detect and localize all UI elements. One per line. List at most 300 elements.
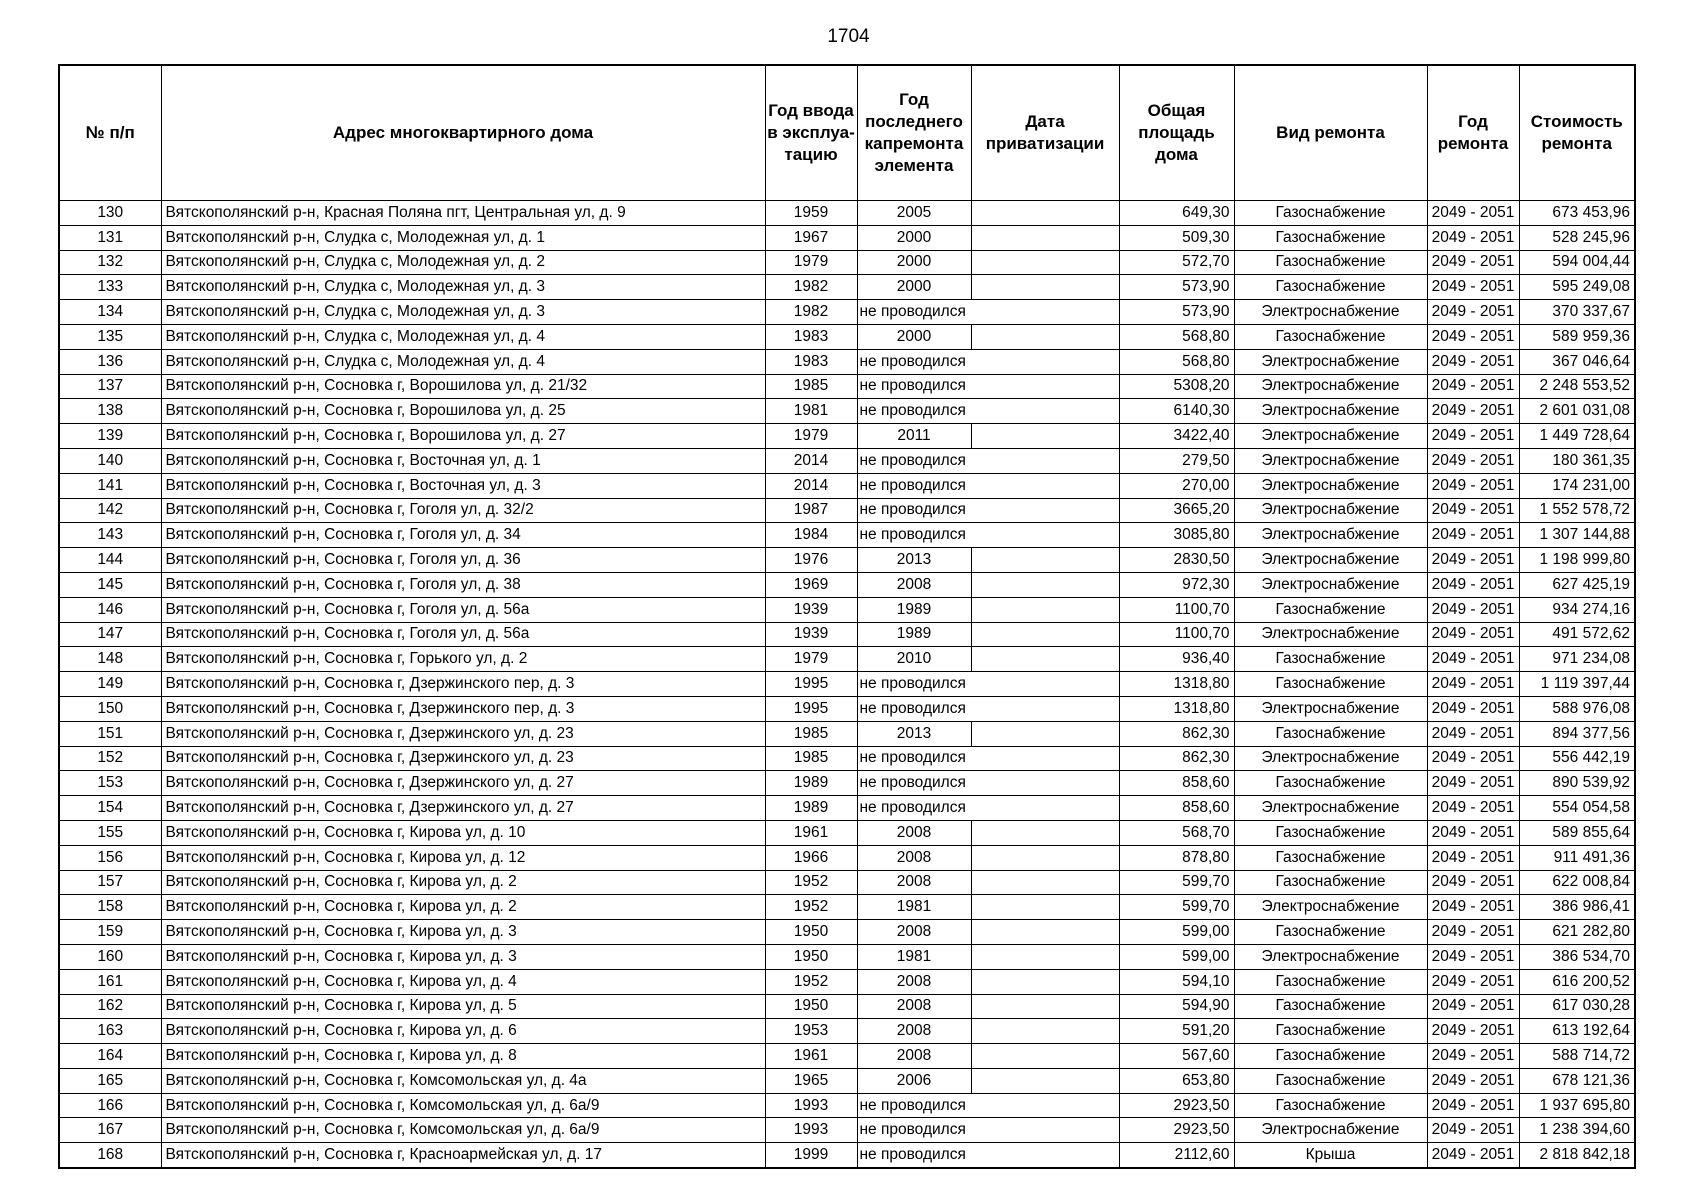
cell-repair-type: Электроснабжение: [1234, 349, 1427, 374]
cell-num: 154: [59, 796, 161, 821]
cell-num: 143: [59, 523, 161, 548]
cell-area: 1100,70: [1119, 622, 1234, 647]
cell-address: Вятскополянский р-н, Сосновка г, Гоголя ул, д. 56а: [161, 597, 765, 622]
cell-num: 164: [59, 1044, 161, 1069]
cell-cost: 2 601 031,08: [1519, 399, 1635, 424]
table-row: [59, 920, 1635, 945]
cell-cost: 1 119 397,44: [1519, 672, 1635, 697]
cell-last-repair: 2008: [857, 845, 971, 870]
cell-privatization: [971, 895, 1119, 920]
cell-cost: 1 449 728,64: [1519, 424, 1635, 449]
cell-last-repair: не проводился: [857, 746, 971, 771]
cell-address: Вятскополянский р-н, Сосновка г, Дзержинского пер, д. 3: [161, 672, 765, 697]
cell-repair-type: Газоснабжение: [1234, 920, 1427, 945]
cell-cost: 2 818 842,18: [1519, 1143, 1635, 1168]
cell-cost: 621 282,80: [1519, 920, 1635, 945]
cell-repair-year: 2049 - 2051: [1427, 870, 1519, 895]
cell-last-repair: не проводился: [857, 399, 971, 424]
cell-address: Вятскополянский р-н, Сосновка г, Гоголя ул, д. 56а: [161, 622, 765, 647]
cell-year-built: 1967: [765, 225, 857, 250]
cell-repair-type: Газоснабжение: [1234, 820, 1427, 845]
cell-privatization: [971, 1093, 1119, 1118]
cell-last-repair: не проводился: [857, 300, 971, 325]
cell-num: 166: [59, 1093, 161, 1118]
cell-num: 130: [59, 201, 161, 226]
cell-last-repair: не проводился: [857, 696, 971, 721]
cell-year-built: 1981: [765, 399, 857, 424]
table-row: [59, 845, 1635, 870]
cell-num: 160: [59, 944, 161, 969]
cell-privatization: [971, 944, 1119, 969]
cell-repair-year: 2049 - 2051: [1427, 845, 1519, 870]
cell-repair-type: Электроснабжение: [1234, 796, 1427, 821]
cell-privatization: [971, 696, 1119, 721]
cell-repair-type: Электроснабжение: [1234, 746, 1427, 771]
cell-cost: 594 004,44: [1519, 250, 1635, 275]
cell-repair-type: Газоснабжение: [1234, 225, 1427, 250]
cell-year-built: 1979: [765, 647, 857, 672]
cell-last-repair: не проводился: [857, 473, 971, 498]
cell-last-repair: 2008: [857, 1019, 971, 1044]
cell-repair-year: 2049 - 2051: [1427, 225, 1519, 250]
cell-repair-year: 2049 - 2051: [1427, 250, 1519, 275]
table-row: [59, 275, 1635, 300]
cell-address: Вятскополянский р-н, Сосновка г, Горького ул, д. 2: [161, 647, 765, 672]
cell-address: Вятскополянский р-н, Сосновка г, Кирова ул, д. 10: [161, 820, 765, 845]
cell-last-repair: не проводился: [857, 1093, 971, 1118]
cell-address: Вятскополянский р-н, Сосновка г, Ворошилова ул, д. 21/32: [161, 374, 765, 399]
cell-year-built: 1952: [765, 870, 857, 895]
cell-year-built: 1950: [765, 944, 857, 969]
cell-area: 1318,80: [1119, 696, 1234, 721]
table-row: [59, 820, 1635, 845]
cell-num: 168: [59, 1143, 161, 1168]
cell-repair-year: 2049 - 2051: [1427, 1118, 1519, 1143]
table-row: [59, 1019, 1635, 1044]
cell-privatization: [971, 498, 1119, 523]
cell-privatization: [971, 399, 1119, 424]
cell-last-repair: 1989: [857, 622, 971, 647]
table-row: [59, 672, 1635, 697]
cell-address: Вятскополянский р-н, Сосновка г, Кирова ул, д. 4: [161, 969, 765, 994]
cell-privatization: [971, 1143, 1119, 1168]
cell-num: 144: [59, 548, 161, 573]
cell-year-built: 2014: [765, 473, 857, 498]
table-row: [59, 1143, 1635, 1168]
cell-last-repair: 2008: [857, 969, 971, 994]
cell-address: Вятскополянский р-н, Слудка с, Молодежная ул, д. 4: [161, 349, 765, 374]
cell-repair-type: Газоснабжение: [1234, 845, 1427, 870]
cell-address: Вятскополянский р-н, Сосновка г, Дзержинского ул, д. 27: [161, 796, 765, 821]
cell-last-repair: не проводился: [857, 498, 971, 523]
cell-address: Вятскополянский р-н, Сосновка г, Дзержинского ул, д. 27: [161, 771, 765, 796]
cell-last-repair: не проводился: [857, 523, 971, 548]
cell-num: 155: [59, 820, 161, 845]
cell-last-repair: не проводился: [857, 672, 971, 697]
cell-repair-year: 2049 - 2051: [1427, 523, 1519, 548]
table-row: [59, 300, 1635, 325]
cell-repair-type: Газоснабжение: [1234, 870, 1427, 895]
header-last-repair: Год последнего капремонта элемента: [857, 65, 971, 201]
cell-repair-year: 2049 - 2051: [1427, 721, 1519, 746]
cell-cost: 1 552 578,72: [1519, 498, 1635, 523]
cell-area: 3422,40: [1119, 424, 1234, 449]
cell-repair-year: 2049 - 2051: [1427, 696, 1519, 721]
cell-num: 138: [59, 399, 161, 424]
cell-privatization: [971, 994, 1119, 1019]
cell-area: 599,70: [1119, 895, 1234, 920]
table-row: [59, 994, 1635, 1019]
cell-last-repair: 2008: [857, 572, 971, 597]
cell-last-repair: 1981: [857, 895, 971, 920]
cell-repair-year: 2049 - 2051: [1427, 548, 1519, 573]
cell-year-built: 2014: [765, 448, 857, 473]
cell-year-built: 1995: [765, 696, 857, 721]
table-body: [59, 201, 1635, 1169]
table-row: [59, 1093, 1635, 1118]
header-address: Адрес многоквартирного дома: [161, 65, 765, 201]
cell-repair-type: Газоснабжение: [1234, 672, 1427, 697]
cell-year-built: 1961: [765, 820, 857, 845]
cell-repair-year: 2049 - 2051: [1427, 1143, 1519, 1168]
cell-area: 594,10: [1119, 969, 1234, 994]
cell-cost: 386 534,70: [1519, 944, 1635, 969]
cell-repair-year: 2049 - 2051: [1427, 1044, 1519, 1069]
cell-last-repair: не проводился: [857, 448, 971, 473]
cell-year-built: 1976: [765, 548, 857, 573]
cell-num: 140: [59, 448, 161, 473]
header-num: № п/п: [59, 65, 161, 201]
cell-num: 145: [59, 572, 161, 597]
cell-year-built: 1985: [765, 721, 857, 746]
cell-address: Вятскополянский р-н, Сосновка г, Восточная ул, д. 3: [161, 473, 765, 498]
cell-repair-year: 2049 - 2051: [1427, 275, 1519, 300]
cell-privatization: [971, 721, 1119, 746]
cell-address: Вятскополянский р-н, Слудка с, Молодежная ул, д. 4: [161, 324, 765, 349]
cell-privatization: [971, 969, 1119, 994]
cell-year-built: 1950: [765, 994, 857, 1019]
cell-last-repair: 2000: [857, 275, 971, 300]
cell-area: 573,90: [1119, 300, 1234, 325]
cell-repair-year: 2049 - 2051: [1427, 944, 1519, 969]
cell-area: 279,50: [1119, 448, 1234, 473]
table-row: [59, 448, 1635, 473]
cell-repair-year: 2049 - 2051: [1427, 895, 1519, 920]
cell-area: 599,70: [1119, 870, 1234, 895]
cell-num: 150: [59, 696, 161, 721]
cell-repair-year: 2049 - 2051: [1427, 969, 1519, 994]
cell-cost: 1 238 394,60: [1519, 1118, 1635, 1143]
cell-address: Вятскополянский р-н, Сосновка г, Красноармейская ул, д. 17: [161, 1143, 765, 1168]
cell-repair-type: Крыша: [1234, 1143, 1427, 1168]
cell-repair-type: Газоснабжение: [1234, 250, 1427, 275]
cell-last-repair: 2000: [857, 225, 971, 250]
header-cost: Стоимость ремонта: [1519, 65, 1635, 201]
cell-area: 862,30: [1119, 721, 1234, 746]
table-row: [59, 473, 1635, 498]
table-row: [59, 324, 1635, 349]
cell-repair-type: Электроснабжение: [1234, 374, 1427, 399]
cell-area: 568,80: [1119, 324, 1234, 349]
cell-repair-type: Электроснабжение: [1234, 300, 1427, 325]
cell-num: 165: [59, 1068, 161, 1093]
cell-area: 3665,20: [1119, 498, 1234, 523]
cell-privatization: [971, 1019, 1119, 1044]
cell-area: 568,80: [1119, 349, 1234, 374]
cell-area: 2923,50: [1119, 1118, 1234, 1143]
cell-cost: 554 054,58: [1519, 796, 1635, 821]
cell-year-built: 1939: [765, 597, 857, 622]
table-row: [59, 498, 1635, 523]
cell-cost: 622 008,84: [1519, 870, 1635, 895]
cell-privatization: [971, 1044, 1119, 1069]
cell-privatization: [971, 771, 1119, 796]
cell-privatization: [971, 672, 1119, 697]
table-row: [59, 622, 1635, 647]
cell-last-repair: 2008: [857, 994, 971, 1019]
cell-repair-year: 2049 - 2051: [1427, 647, 1519, 672]
table-row: [59, 969, 1635, 994]
cell-last-repair: не проводился: [857, 374, 971, 399]
table-header: [59, 65, 1635, 201]
cell-year-built: 1965: [765, 1068, 857, 1093]
cell-year-built: 1969: [765, 572, 857, 597]
cell-repair-year: 2049 - 2051: [1427, 920, 1519, 945]
cell-address: Вятскополянский р-н, Сосновка г, Кирова ул, д. 3: [161, 944, 765, 969]
cell-address: Вятскополянский р-н, Сосновка г, Дзержинского ул, д. 23: [161, 721, 765, 746]
cell-address: Вятскополянский р-н, Сосновка г, Ворошилова ул, д. 27: [161, 424, 765, 449]
cell-privatization: [971, 622, 1119, 647]
cell-repair-year: 2049 - 2051: [1427, 448, 1519, 473]
table-row: [59, 201, 1635, 226]
table-row: [59, 523, 1635, 548]
cell-last-repair: 2010: [857, 647, 971, 672]
header-year-built: Год ввода в эксплуа-тацию: [765, 65, 857, 201]
cell-num: 135: [59, 324, 161, 349]
cell-area: 2830,50: [1119, 548, 1234, 573]
cell-area: 573,90: [1119, 275, 1234, 300]
cell-last-repair: 2011: [857, 424, 971, 449]
cell-repair-type: Газоснабжение: [1234, 1093, 1427, 1118]
cell-repair-type: Электроснабжение: [1234, 448, 1427, 473]
cell-cost: 528 245,96: [1519, 225, 1635, 250]
table-row: [59, 647, 1635, 672]
cell-privatization: [971, 796, 1119, 821]
table-row: [59, 597, 1635, 622]
table-row: [59, 424, 1635, 449]
cell-last-repair: 2005: [857, 201, 971, 226]
cell-year-built: 1982: [765, 275, 857, 300]
cell-address: Вятскополянский р-н, Сосновка г, Кирова ул, д. 2: [161, 895, 765, 920]
cell-privatization: [971, 746, 1119, 771]
cell-cost: 367 046,64: [1519, 349, 1635, 374]
cell-address: Вятскополянский р-н, Сосновка г, Комсомольская ул, д. 4а: [161, 1068, 765, 1093]
cell-num: 162: [59, 994, 161, 1019]
table-row: [59, 895, 1635, 920]
cell-area: 568,70: [1119, 820, 1234, 845]
cell-repair-year: 2049 - 2051: [1427, 300, 1519, 325]
cell-num: 167: [59, 1118, 161, 1143]
cell-repair-type: Газоснабжение: [1234, 771, 1427, 796]
repair-table: [58, 64, 1636, 1169]
cell-address: Вятскополянский р-н, Сосновка г, Кирова ул, д. 3: [161, 920, 765, 945]
cell-num: 137: [59, 374, 161, 399]
cell-address: Вятскополянский р-н, Красная Поляна пгт, Центральная ул, д. 9: [161, 201, 765, 226]
cell-repair-year: 2049 - 2051: [1427, 622, 1519, 647]
cell-repair-type: Газоснабжение: [1234, 1068, 1427, 1093]
cell-repair-type: Электроснабжение: [1234, 473, 1427, 498]
cell-privatization: [971, 473, 1119, 498]
cell-address: Вятскополянский р-н, Сосновка г, Гоголя ул, д. 32/2: [161, 498, 765, 523]
cell-num: 136: [59, 349, 161, 374]
table-row: [59, 771, 1635, 796]
cell-year-built: 1984: [765, 523, 857, 548]
cell-address: Вятскополянский р-н, Сосновка г, Восточная ул, д. 1: [161, 448, 765, 473]
cell-area: 858,60: [1119, 771, 1234, 796]
table-row: [59, 721, 1635, 746]
header-privatization: Дата приватизации: [971, 65, 1119, 201]
cell-repair-year: 2049 - 2051: [1427, 820, 1519, 845]
cell-area: 599,00: [1119, 920, 1234, 945]
cell-privatization: [971, 1118, 1119, 1143]
cell-repair-type: Электроснабжение: [1234, 895, 1427, 920]
cell-area: 594,90: [1119, 994, 1234, 1019]
cell-privatization: [971, 572, 1119, 597]
cell-year-built: 1982: [765, 300, 857, 325]
cell-last-repair: 1981: [857, 944, 971, 969]
cell-privatization: [971, 250, 1119, 275]
cell-privatization: [971, 523, 1119, 548]
cell-area: 878,80: [1119, 845, 1234, 870]
cell-cost: 934 274,16: [1519, 597, 1635, 622]
cell-area: 5308,20: [1119, 374, 1234, 399]
cell-address: Вятскополянский р-н, Сосновка г, Кирова ул, д. 8: [161, 1044, 765, 1069]
cell-repair-type: Электроснабжение: [1234, 1118, 1427, 1143]
cell-cost: 673 453,96: [1519, 201, 1635, 226]
cell-repair-type: Газоснабжение: [1234, 324, 1427, 349]
cell-last-repair: 2008: [857, 920, 971, 945]
cell-repair-year: 2049 - 2051: [1427, 1093, 1519, 1118]
cell-repair-year: 2049 - 2051: [1427, 324, 1519, 349]
cell-cost: 613 192,64: [1519, 1019, 1635, 1044]
cell-repair-type: Электроснабжение: [1234, 696, 1427, 721]
cell-area: 591,20: [1119, 1019, 1234, 1044]
cell-privatization: [971, 820, 1119, 845]
cell-year-built: 1999: [765, 1143, 857, 1168]
cell-repair-year: 2049 - 2051: [1427, 424, 1519, 449]
cell-repair-type: Электроснабжение: [1234, 424, 1427, 449]
cell-area: 653,80: [1119, 1068, 1234, 1093]
cell-year-built: 1983: [765, 324, 857, 349]
header-area: Общая площадь дома: [1119, 65, 1234, 201]
cell-last-repair: не проводился: [857, 1118, 971, 1143]
cell-cost: 627 425,19: [1519, 572, 1635, 597]
header-repair-type: Вид ремонта: [1234, 65, 1427, 201]
cell-last-repair: 2000: [857, 250, 971, 275]
table-row: [59, 374, 1635, 399]
cell-cost: 911 491,36: [1519, 845, 1635, 870]
cell-year-built: 1989: [765, 771, 857, 796]
cell-area: 972,30: [1119, 572, 1234, 597]
cell-area: 858,60: [1119, 796, 1234, 821]
cell-cost: 180 361,35: [1519, 448, 1635, 473]
cell-year-built: 1985: [765, 374, 857, 399]
cell-cost: 556 442,19: [1519, 746, 1635, 771]
cell-address: Вятскополянский р-н, Сосновка г, Ворошилова ул, д. 25: [161, 399, 765, 424]
cell-last-repair: 2008: [857, 870, 971, 895]
cell-repair-type: Электроснабжение: [1234, 622, 1427, 647]
cell-year-built: 1959: [765, 201, 857, 226]
cell-year-built: 1953: [765, 1019, 857, 1044]
cell-repair-type: Газоснабжение: [1234, 1044, 1427, 1069]
cell-address: Вятскополянский р-н, Сосновка г, Кирова ул, д. 5: [161, 994, 765, 1019]
cell-privatization: [971, 870, 1119, 895]
cell-cost: 589 959,36: [1519, 324, 1635, 349]
cell-area: 509,30: [1119, 225, 1234, 250]
cell-num: 156: [59, 845, 161, 870]
cell-cost: 678 121,36: [1519, 1068, 1635, 1093]
cell-num: 163: [59, 1019, 161, 1044]
cell-year-built: 1995: [765, 672, 857, 697]
cell-year-built: 1966: [765, 845, 857, 870]
cell-num: 147: [59, 622, 161, 647]
cell-area: 862,30: [1119, 746, 1234, 771]
table-row: [59, 1068, 1635, 1093]
table-row: [59, 1118, 1635, 1143]
cell-year-built: 1952: [765, 969, 857, 994]
cell-repair-year: 2049 - 2051: [1427, 994, 1519, 1019]
table-row: [59, 225, 1635, 250]
cell-privatization: [971, 275, 1119, 300]
cell-cost: 1 937 695,80: [1519, 1093, 1635, 1118]
cell-num: 149: [59, 672, 161, 697]
cell-address: Вятскополянский р-н, Сосновка г, Гоголя ул, д. 36: [161, 548, 765, 573]
cell-privatization: [971, 1068, 1119, 1093]
cell-year-built: 1983: [765, 349, 857, 374]
cell-address: Вятскополянский р-н, Сосновка г, Гоголя ул, д. 34: [161, 523, 765, 548]
cell-num: 141: [59, 473, 161, 498]
cell-year-built: 1939: [765, 622, 857, 647]
table-row: [59, 399, 1635, 424]
table-row: [59, 746, 1635, 771]
cell-area: 6140,30: [1119, 399, 1234, 424]
cell-area: 1100,70: [1119, 597, 1234, 622]
cell-area: 572,70: [1119, 250, 1234, 275]
cell-repair-year: 2049 - 2051: [1427, 771, 1519, 796]
cell-repair-type: Газоснабжение: [1234, 721, 1427, 746]
cell-privatization: [971, 448, 1119, 473]
cell-cost: 491 572,62: [1519, 622, 1635, 647]
cell-area: 567,60: [1119, 1044, 1234, 1069]
cell-repair-year: 2049 - 2051: [1427, 349, 1519, 374]
cell-repair-year: 2049 - 2051: [1427, 498, 1519, 523]
cell-repair-year: 2049 - 2051: [1427, 399, 1519, 424]
cell-last-repair: 2008: [857, 820, 971, 845]
cell-repair-year: 2049 - 2051: [1427, 374, 1519, 399]
cell-address: Вятскополянский р-н, Сосновка г, Комсомольская ул, д. 6а/9: [161, 1093, 765, 1118]
cell-repair-year: 2049 - 2051: [1427, 201, 1519, 226]
cell-repair-year: 2049 - 2051: [1427, 572, 1519, 597]
cell-cost: 588 976,08: [1519, 696, 1635, 721]
cell-cost: 616 200,52: [1519, 969, 1635, 994]
cell-area: 2923,50: [1119, 1093, 1234, 1118]
cell-address: Вятскополянский р-н, Слудка с, Молодежная ул, д. 3: [161, 300, 765, 325]
cell-cost: 890 539,92: [1519, 771, 1635, 796]
cell-repair-type: Газоснабжение: [1234, 994, 1427, 1019]
cell-repair-type: Газоснабжение: [1234, 647, 1427, 672]
table-row: [59, 944, 1635, 969]
cell-last-repair: не проводился: [857, 349, 971, 374]
